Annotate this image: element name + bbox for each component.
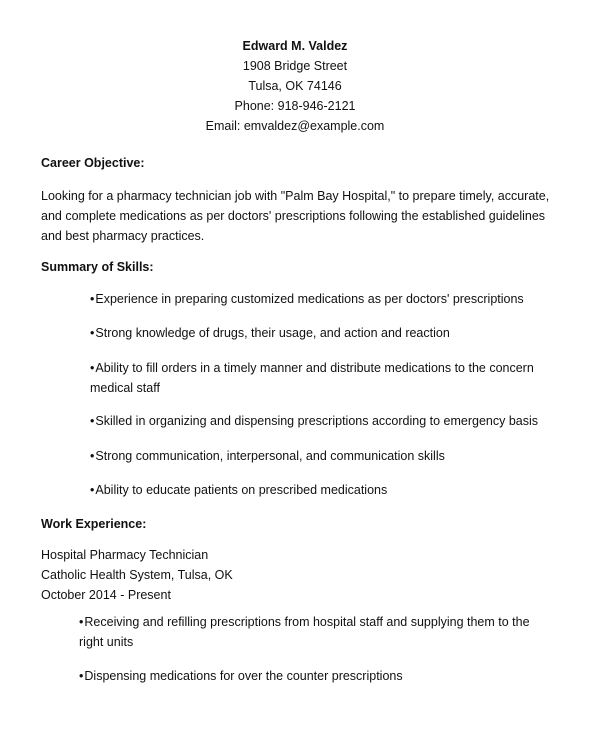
skill-text: Skilled in organizing and dispensing prescriptions according to emergency basis	[95, 414, 538, 428]
duty-item	[79, 666, 539, 686]
bullet-marker: •	[90, 449, 95, 463]
skill-text: Strong communication, interpersonal, and communication skills	[95, 449, 445, 463]
skill-text: Experience in preparing customized medications as per doctors' prescriptions	[95, 292, 524, 306]
applicant-name: Edward M. Valdez	[242, 39, 348, 53]
job-title: Hospital Pharmacy Technician	[41, 548, 209, 562]
employer: Catholic Health System, Tulsa, OK	[41, 568, 233, 582]
city-state-zip: Tulsa, OK 74146	[248, 79, 342, 93]
skill-text: Ability to fill orders in a timely manner and distribute medications to the concern medical staff	[90, 361, 534, 395]
skill-item	[90, 446, 550, 466]
bullet-marker: •	[90, 483, 95, 497]
skill-text: Strong knowledge of drugs, their usage, and action and reaction	[95, 326, 450, 340]
career-objective-text: Looking for a pharmacy technician job with "Palm Bay Hospital," to prepare timely, accurate, and complete medications as per doctors' prescriptions following the established guidelines and best pharmacy practices.	[41, 189, 550, 243]
email-address: Email: emvaldez@example.com	[205, 119, 385, 133]
bullet-marker: •	[79, 615, 84, 629]
work-experience-heading: Work Experience:	[41, 517, 147, 531]
duty-item	[79, 612, 539, 652]
contact-header	[0, 36, 590, 136]
career-objective-heading: Career Objective:	[41, 156, 145, 170]
bullet-marker: •	[90, 361, 95, 375]
phone-number: Phone: 918-946-2121	[234, 99, 356, 113]
duty-text: Receiving and refilling prescriptions from hospital staff and supplying them to the right units	[79, 615, 530, 649]
duty-text: Dispensing medications for over the counter prescriptions	[84, 669, 403, 683]
bullet-marker: •	[90, 326, 95, 340]
skill-text: Ability to educate patients on prescribed medications	[95, 483, 388, 497]
bullet-marker: •	[79, 669, 84, 683]
skill-item	[90, 411, 550, 431]
employment-dates: October 2014 - Present	[41, 588, 171, 602]
bullet-marker: •	[90, 292, 95, 306]
skill-item	[90, 323, 550, 343]
skill-item	[90, 480, 550, 500]
street-address: 1908 Bridge Street	[242, 59, 348, 73]
skill-item	[90, 289, 550, 309]
skills-heading: Summary of Skills:	[41, 260, 154, 274]
bullet-marker: •	[90, 414, 95, 428]
skill-item	[90, 358, 550, 398]
